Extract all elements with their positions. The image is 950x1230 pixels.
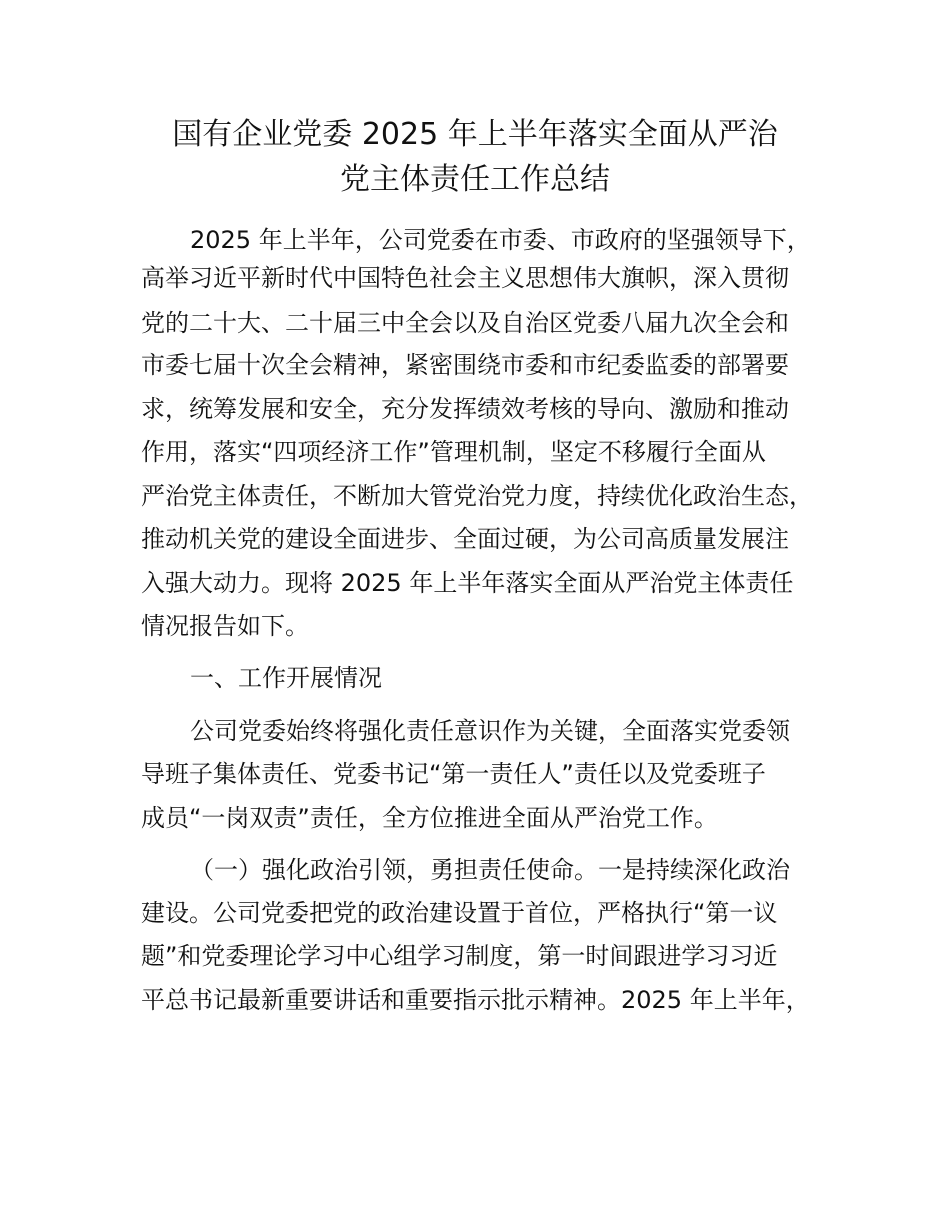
paragraph-line: 题”和党委理论学习中心组学习制度，第一时间跟进学习习近	[141, 942, 778, 970]
paragraph-line: 推动机关党的建设全面进步、全面过硬，为公司高质量发展注	[141, 525, 789, 553]
paragraph-line: 情况报告如下。	[141, 612, 309, 640]
paragraph-line: 平总书记最新重要讲话和重要指示批示精神。2025 年上半年，	[141, 986, 810, 1014]
paragraph-line: 建设。公司党委把党的政治建设置于首位，严格执行“第一议	[141, 899, 778, 927]
paragraph-line: 市委七届十次全会精神，紧密围绕市委和市纪委监委的部署要	[141, 351, 789, 379]
paragraph-line: 作用，落实“四项经济工作”管理机制，坚定不移履行全面从	[141, 438, 766, 466]
document-title-line-2: 党主体责任工作总结	[340, 162, 610, 197]
paragraph-line: 求，统筹发展和安全，充分发挥绩效考核的导向、激励和推动	[141, 395, 789, 423]
paragraph-line: 入强大动力。现将 2025 年上半年落实全面从严治党主体责任	[141, 569, 794, 597]
paragraph-line: 高举习近平新时代中国特色社会主义思想伟大旗帜，深入贯彻	[141, 264, 789, 292]
paragraph-line: 严治党主体责任，不断加大管党治党力度，持续优化政治生态，	[141, 482, 813, 510]
section-heading-text: 一、工作开展情况	[190, 664, 382, 692]
paragraph-line: 导班子集体责任、党委书记“第一责任人”责任以及党委班子	[141, 760, 766, 788]
paragraph-line: （一）强化政治引领，勇担责任使命。一是持续深化政治	[190, 856, 790, 884]
paragraph-line: 公司党委始终将强化责任意识作为关键，全面落实党委领	[190, 717, 790, 745]
paragraph-line: 成员“一岗双责”责任，全方位推进全面从严治党工作。	[141, 804, 718, 832]
paragraph-line: 2025 年上半年，公司党委在市委、市政府的坚强领导下，	[190, 226, 811, 254]
paragraph-line: 党的二十大、二十届三中全会以及自治区党委八届九次全会和	[141, 309, 789, 337]
document-title-line-1: 国有企业党委 2025 年上半年落实全面从严治	[172, 117, 778, 152]
